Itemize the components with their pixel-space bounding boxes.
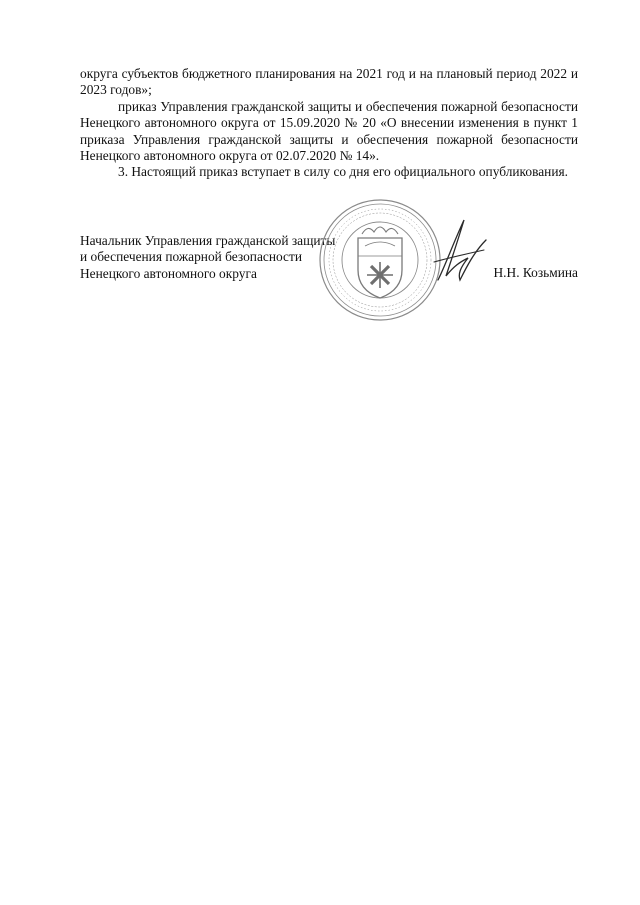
coat-of-arms-icon: [358, 227, 402, 298]
official-seal-icon: [318, 198, 442, 322]
position-line: и обеспечения пожарной безопасности: [80, 249, 303, 265]
handwritten-signature-icon: [430, 210, 490, 290]
document-body: [80, 66, 578, 181]
position-line: Ненецкого автономного округа: [80, 265, 257, 281]
position-line: Начальник Управления гражданской защиты: [80, 233, 336, 248]
paragraph-effective-date: 3. Настоящий приказ вступает в силу со дня его официального опубликования.: [118, 164, 568, 180]
signatory-name: Н.Н. Козьмина: [493, 265, 578, 280]
paragraph-continuation: округа субъектов бюджетного планирования на 2021 год и на плановый период 2022 и 2023 годов»;: [80, 66, 578, 98]
paragraph-order-reference: приказ Управления гражданской защиты и обеспечения пожарной безопасности Ненецкого автономного округа от 15.09.2020 № 20 «О внесении изменения в пункт 1 приказа Управления гражданской защиты и обеспечения пожарной безопасности Ненецкого автономного округа от 02.07.2020 № 14».: [80, 98, 578, 164]
